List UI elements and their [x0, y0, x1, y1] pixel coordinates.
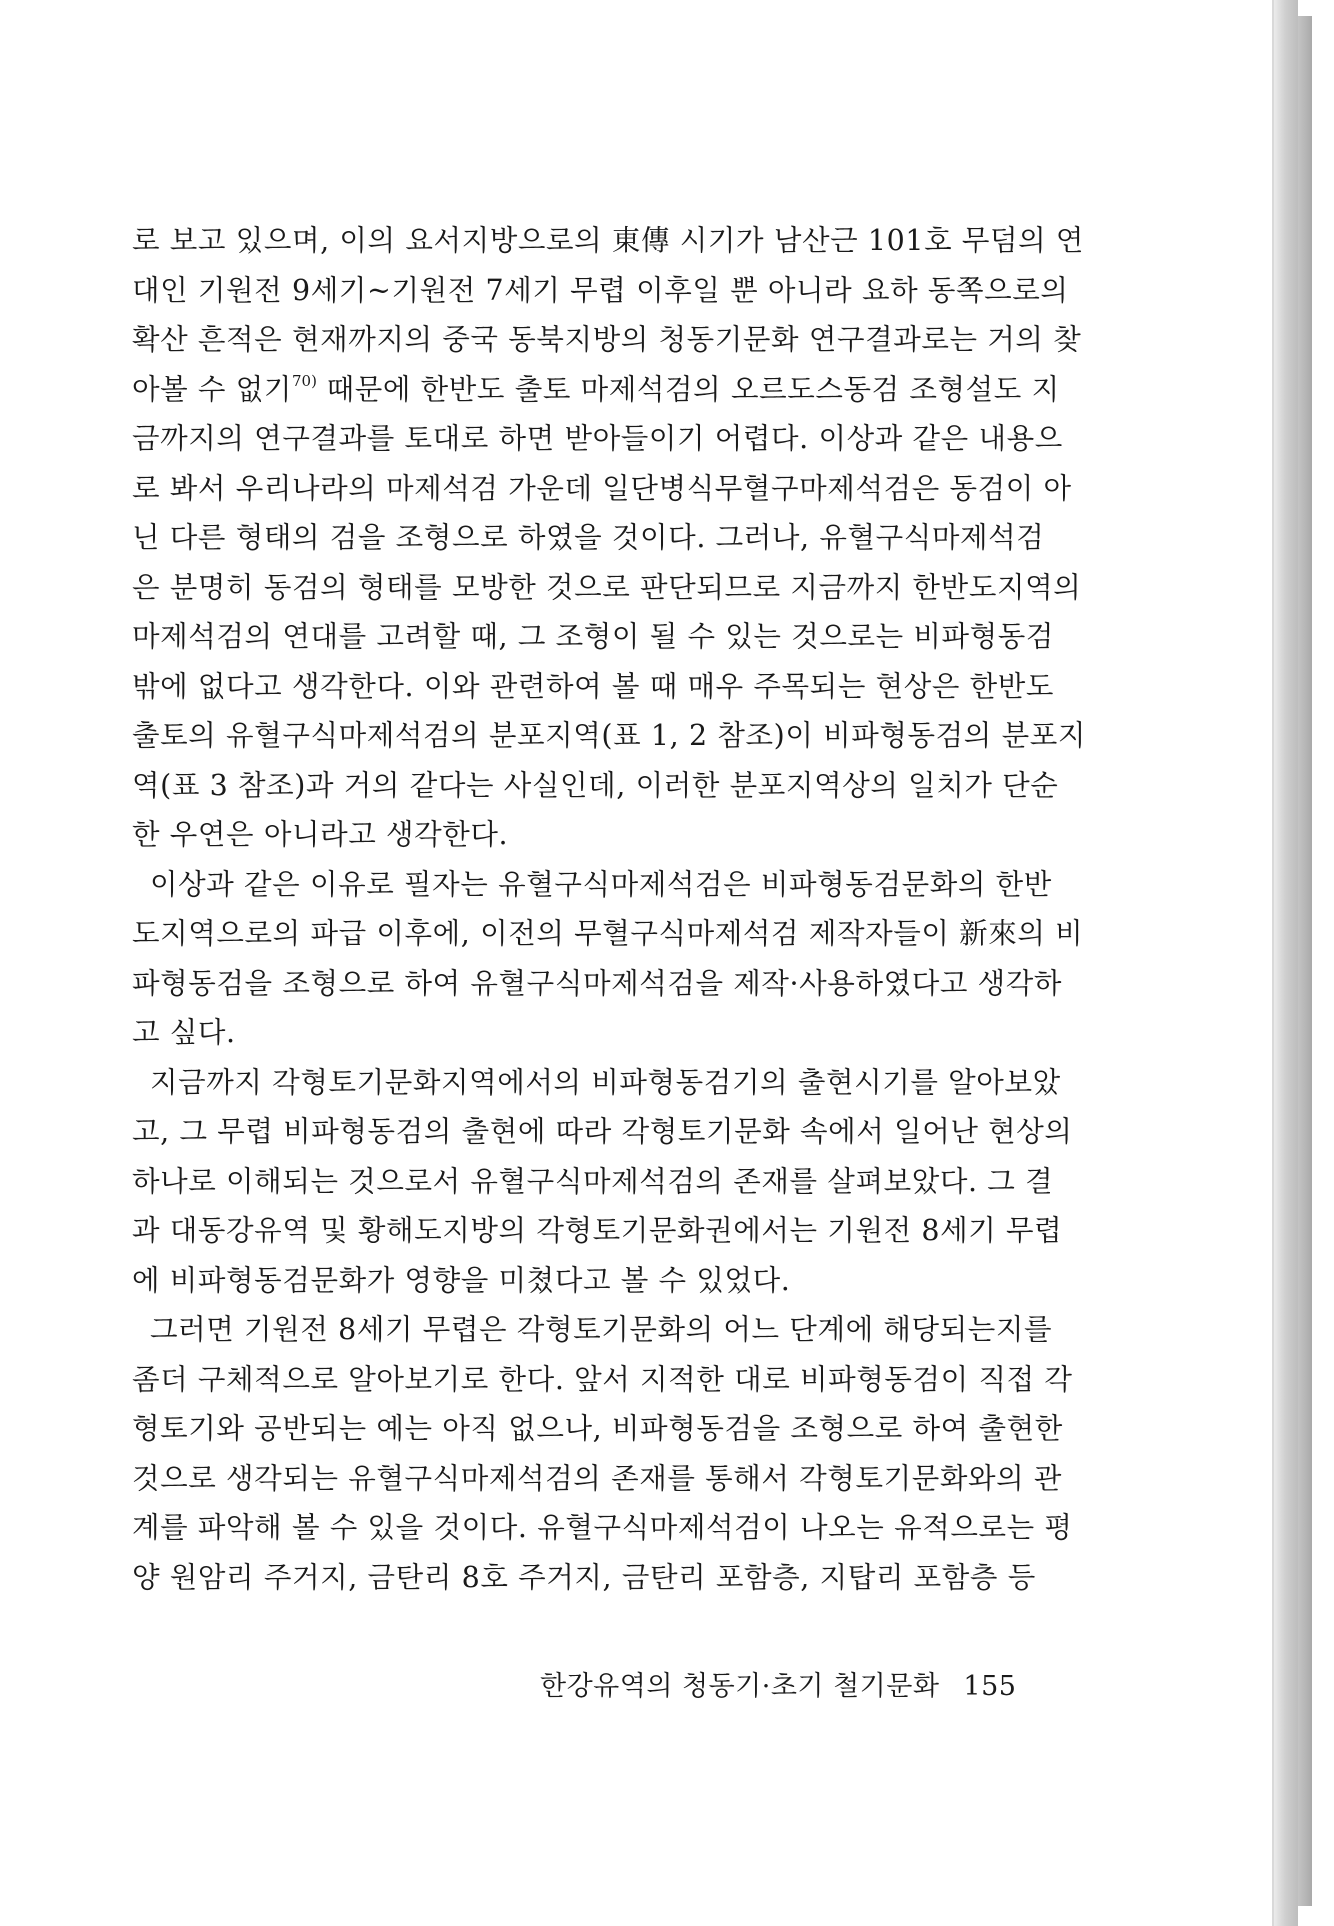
text-line: 과 대동강유역 및 황해도지방의 각형토기문화권에서는 기원전 8세기 무렵	[132, 1214, 1063, 1247]
text-line-with-footnote	[132, 365, 1067, 415]
text-line: 하나로 이해되는 것으로서 유혈구식마제석검의 존재를 살펴보았다. 그 결	[132, 1164, 1054, 1198]
page-number: 155	[963, 1671, 1017, 1702]
text-line: 에 비파형동검문화가 영향을 미쳤다고 볼 수 있었다.	[132, 1263, 791, 1297]
text-line: 마제석검의 연대를 고려할 때, 그 조형이 될 수 있는 것으로는 비파형동검	[132, 620, 1055, 653]
text-line: 확산 흔적은 현재까지의 중국 동북지방의 청동기문화 연구결과로는 거의 찾	[132, 323, 1082, 356]
text-segment: 때문에 한반도 출토 마제석검의 오르도스동검 조형설도 지	[316, 372, 1060, 406]
text-line: 로 보고 있으며, 이의 요서지방으로의 東傳 시기가 남산근 101호 무덤의 연	[132, 224, 1085, 257]
text-line: 좀더 구체적으로 알아보기로 한다. 앞서 지적한 대로 비파형동검이 직접 각	[132, 1362, 1073, 1396]
text-line: 계를 파악해 볼 수 있을 것이다. 유혈구식마제석검이 나오는 유적으로는 평	[132, 1511, 1073, 1544]
text-line: 로 봐서 우리나라의 마제석검 가운데 일단병식무혈구마제석검은 동검이 아	[132, 471, 1072, 505]
footnote-marker[interactable]: 70)	[291, 372, 317, 390]
text-line: 양 원암리 주거지, 금탄리 8호 주거지, 금탄리 포함층, 지탑리 포함층 등	[132, 1560, 1036, 1594]
text-line: 대인 기원전 9세기~기원전 7세기 무렵 이후일 뿐 아니라 요하 동쪽으로의	[132, 273, 1069, 307]
text-line: 고, 그 무렵 비파형동검의 출현에 따라 각형토기문화 속에서 일어난 현상의	[132, 1115, 1073, 1148]
text-line: 역(표 3 참조)과 거의 같다는 사실인데, 이러한 분포지역상의 일치가 단순	[132, 768, 1059, 802]
text-line: 고 싶다.	[132, 1016, 236, 1049]
page-stack-edge	[1298, 16, 1312, 1906]
text-line: 출토의 유혈구식마제석검의 분포지역(표 1, 2 참조)이 비파형동검의 분포지	[132, 719, 1086, 752]
running-footer	[540, 1664, 1016, 1703]
text-line: 밖에 없다고 생각한다. 이와 관련하여 볼 때 매우 주목되는 현상은 한반도	[132, 669, 1055, 703]
text-line: 닌 다른 형태의 검을 조형으로 하였을 것이다. 그러나, 유혈구식마제석검	[132, 521, 1045, 554]
text-line: 금까지의 연구결과를 토대로 하면 받아들이기 어렵다. 이상과 같은 내용으	[132, 422, 1063, 455]
text-line: 것으로 생각되는 유혈구식마제석검의 존재를 통해서 각형토기문화와의 관	[132, 1461, 1063, 1495]
text-line: 파형동검을 조형으로 하여 유혈구식마제석검을 제작·사용하였다고 생각하	[132, 966, 1063, 1000]
text-line: 한 우연은 아니라고 생각한다.	[132, 818, 509, 851]
text-line: 형토기와 공반되는 예는 아직 없으나, 비파형동검을 조형으로 하여 출현한	[132, 1412, 1063, 1445]
paragraph-first-line: 이상과 같은 이유로 필자는 유혈구식마제석검은 비파형동검문화의 한반	[150, 867, 1052, 901]
paragraph-first-line: 지금까지 각형토기문화지역에서의 비파형동검기의 출현시기를 알아보았	[150, 1065, 1061, 1099]
text-segment: 아볼 수 없기	[132, 372, 292, 406]
text-line: 도지역으로의 파급 이후에, 이전의 무혈구식마제석검 제작자들이 新來의 비	[132, 917, 1084, 950]
body-text	[132, 216, 1086, 1602]
text-line: 은 분명히 동검의 형태를 모방한 것으로 판단되므로 지금까지 한반도지역의	[132, 570, 1082, 604]
running-title: 한강유역의 청동기·초기 철기문화	[540, 1671, 940, 1702]
paragraph-first-line: 그러면 기원전 8세기 무렵은 각형토기문화의 어느 단계에 해당되는지를	[150, 1313, 1053, 1346]
